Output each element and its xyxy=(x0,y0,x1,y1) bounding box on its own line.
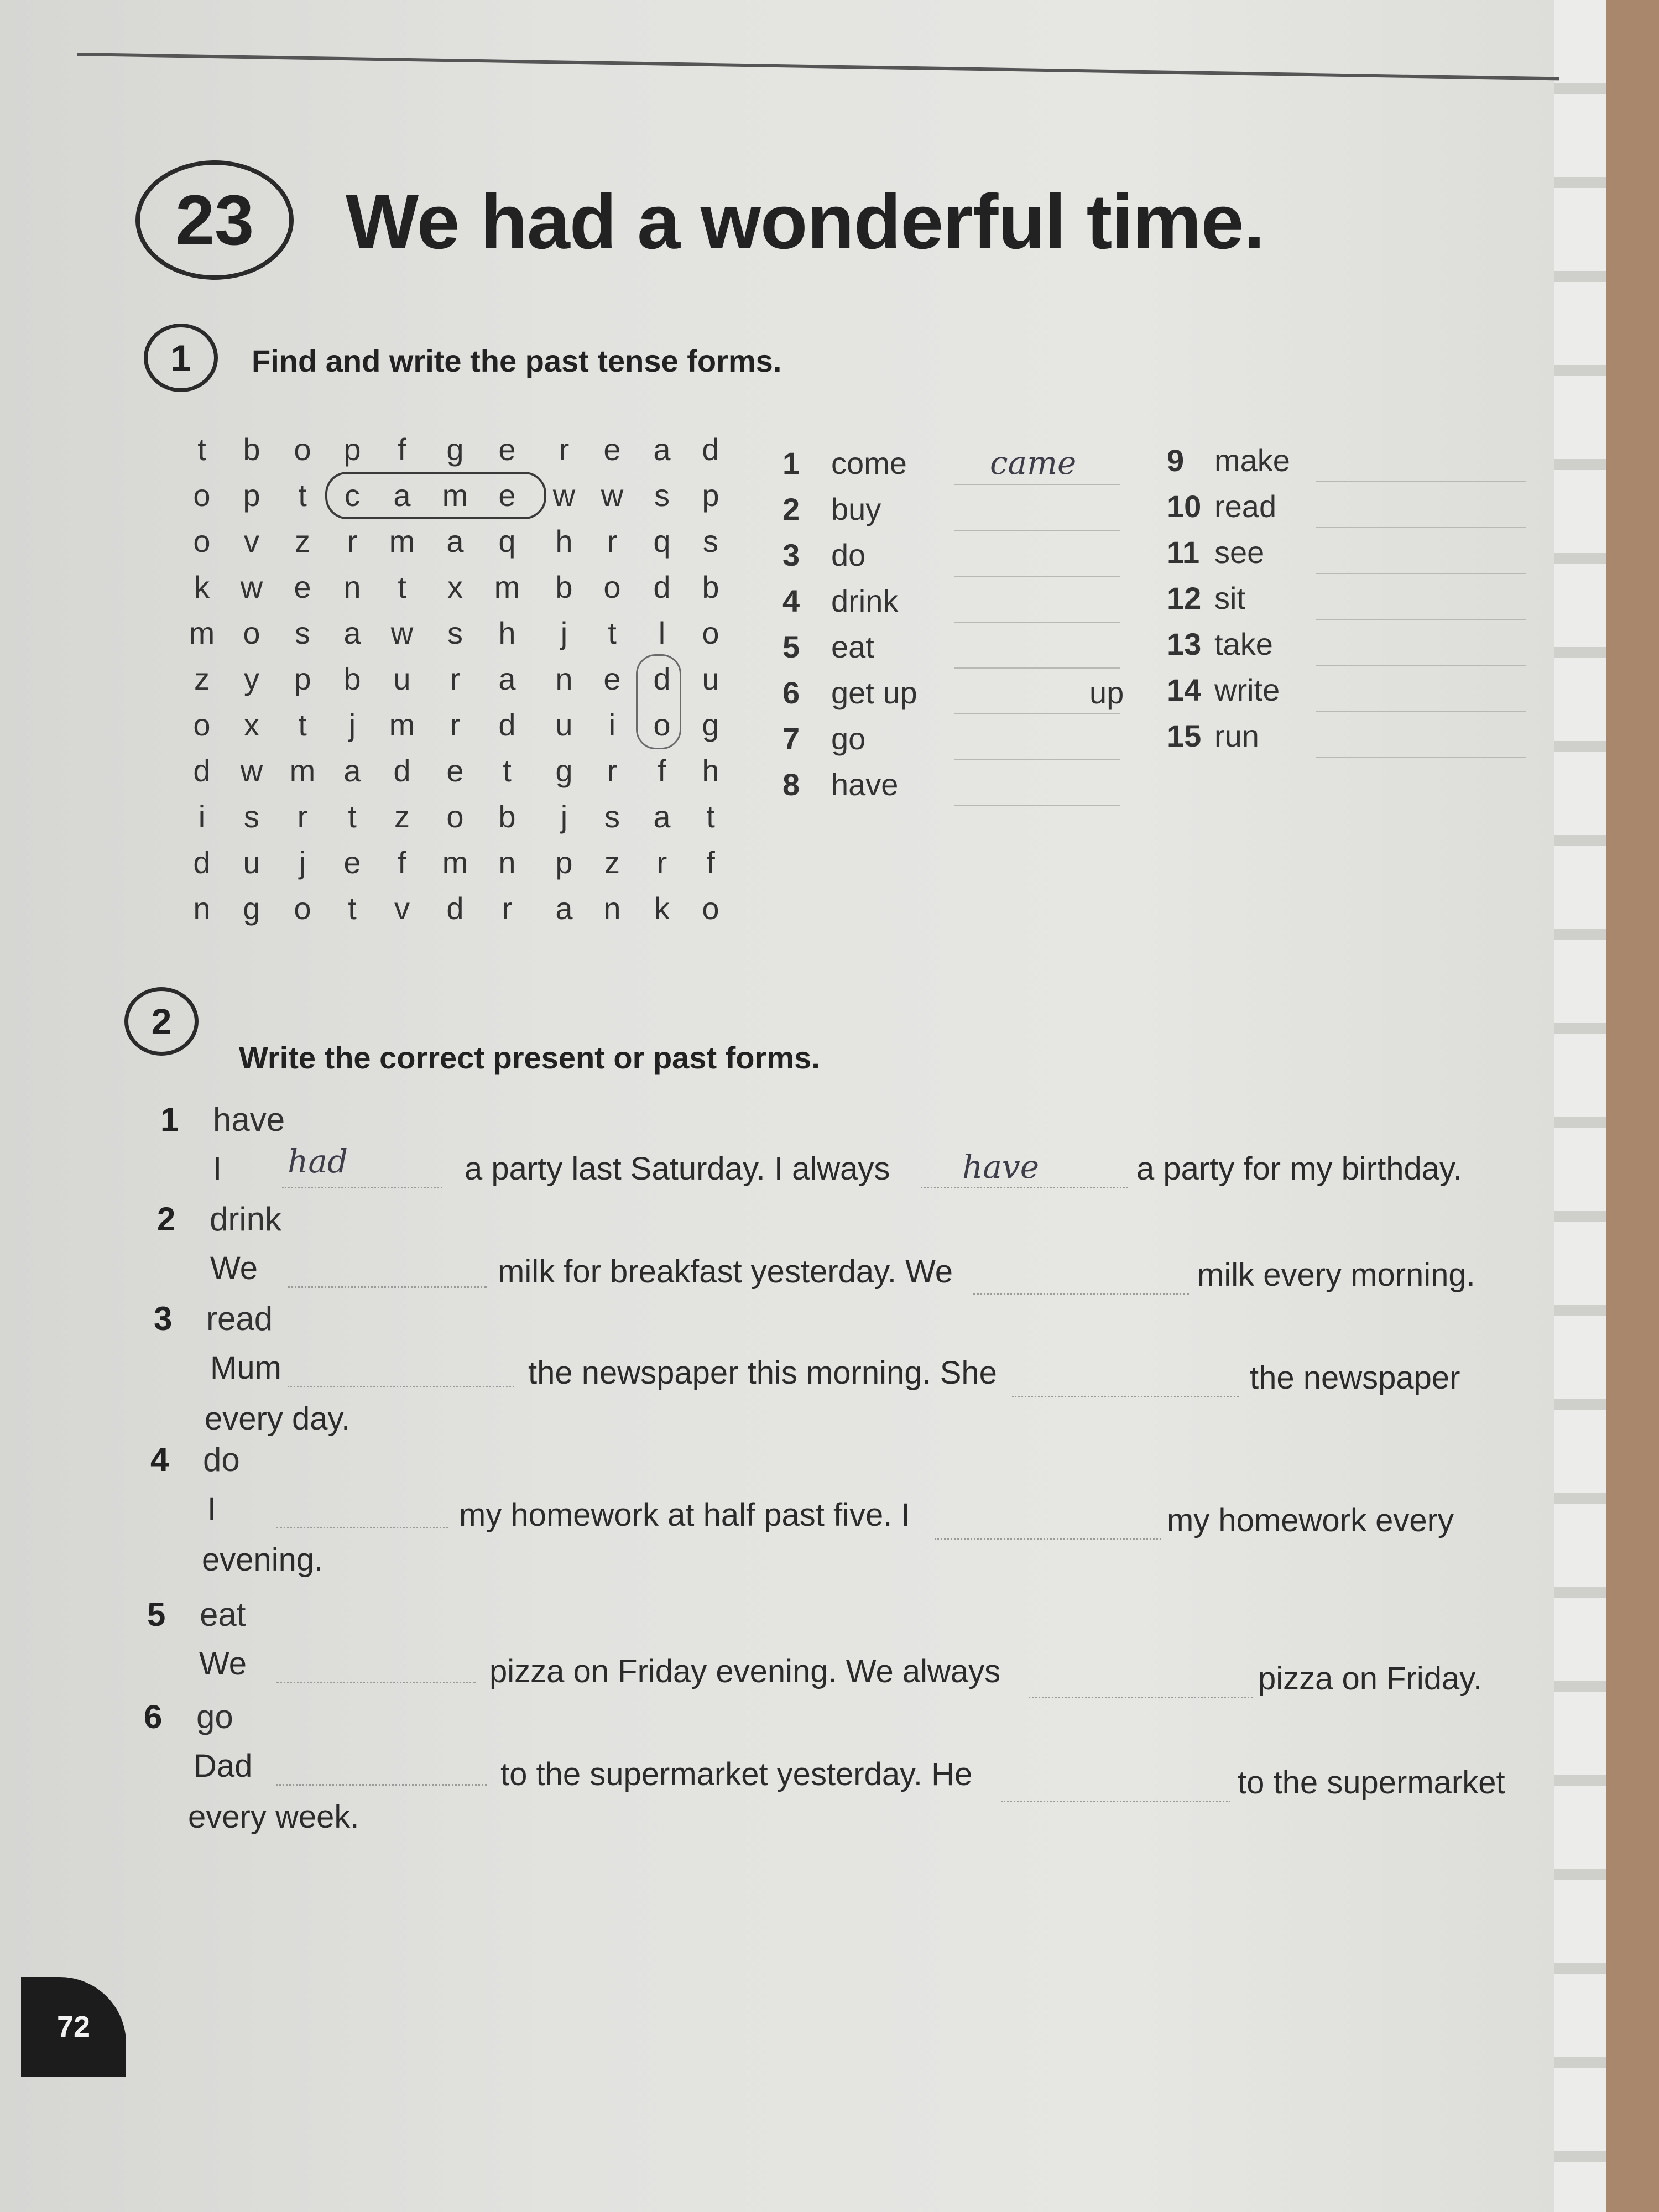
do-circle-mark xyxy=(636,654,681,749)
verb-item-right xyxy=(1167,626,1273,662)
word-search-letter: m xyxy=(289,753,316,788)
sentence-subject: We xyxy=(199,1646,247,1682)
sentence-subject: Mum xyxy=(210,1350,281,1386)
sentence-middle: milk for breakfast yesterday. We xyxy=(498,1254,953,1290)
word-search-letter: u xyxy=(555,707,573,742)
word-search-letter: x xyxy=(447,570,463,604)
verb-item-right xyxy=(1167,534,1264,570)
word-search-letter: t xyxy=(197,432,206,467)
word-search-letter: b xyxy=(498,799,516,834)
answer-line[interactable] xyxy=(954,530,1120,531)
word-search-letter: o xyxy=(193,478,211,513)
sentence-middle: a party last Saturday. I always xyxy=(465,1151,890,1187)
word-search-letter: j xyxy=(299,845,306,880)
word-search-letter: u xyxy=(393,661,411,696)
verb-number: 5 xyxy=(782,629,800,664)
sentence-middle: the newspaper this morning. She xyxy=(528,1355,997,1391)
word-search-letter: g xyxy=(446,432,464,467)
word-search-letter: o xyxy=(193,707,211,742)
sentence-end: the newspaper xyxy=(1250,1360,1460,1396)
sentence-continuation: every week. xyxy=(188,1799,359,1835)
word-search-letter: r xyxy=(607,524,618,559)
word-search-letter: d xyxy=(446,891,464,926)
question-number: 5 xyxy=(147,1596,166,1633)
word-search-letter: d xyxy=(498,707,516,742)
answer-line[interactable] xyxy=(954,576,1120,577)
word-search-letter: s xyxy=(447,615,463,650)
word-search-letter: e xyxy=(603,432,621,467)
word-search-letter: w xyxy=(240,753,263,788)
section-1-number: 1 xyxy=(144,324,218,392)
verb-item-right xyxy=(1167,580,1245,616)
sentence-end: pizza on Friday. xyxy=(1258,1661,1483,1697)
word-search-letter: m xyxy=(389,524,415,559)
top-rule xyxy=(77,53,1559,80)
word-search-letter: o xyxy=(243,615,260,650)
verb-item-left xyxy=(782,675,917,711)
verb-label: read xyxy=(1214,489,1277,524)
word-search-letter: y xyxy=(244,661,259,696)
word-search-letter: o xyxy=(702,615,719,650)
answer-blank-1[interactable] xyxy=(276,1527,448,1528)
word-search-letter: r xyxy=(450,661,461,696)
word-search-letter: t xyxy=(608,615,617,650)
word-search-letter: k xyxy=(194,570,210,604)
word-search-letter: b xyxy=(702,570,719,604)
verb-item-left xyxy=(782,766,898,802)
verb-number: 3 xyxy=(782,538,800,572)
question-verb: drink xyxy=(210,1201,282,1238)
word-search-letter: x xyxy=(244,707,259,742)
word-search-letter: a xyxy=(446,524,464,559)
word-search-letter: a xyxy=(555,891,573,926)
answer-line[interactable] xyxy=(1316,711,1526,712)
word-search-letter: w xyxy=(552,478,576,513)
answer-blank-1[interactable] xyxy=(276,1682,476,1683)
question-verb: read xyxy=(206,1300,273,1337)
verb-number: 12 xyxy=(1167,581,1202,615)
word-search-letter: n xyxy=(498,845,516,880)
word-search-letter: d xyxy=(653,661,671,696)
verb-item-right xyxy=(1167,718,1259,754)
verb-label: buy xyxy=(831,492,881,526)
sentence-middle: pizza on Friday evening. We always xyxy=(489,1653,1001,1689)
word-search-letter: u xyxy=(243,845,260,880)
verb-item-left xyxy=(782,721,865,757)
verb-label: sit xyxy=(1214,581,1245,615)
word-search-letter: z xyxy=(194,661,210,696)
verb-label: go xyxy=(831,721,866,756)
word-search-letter: o xyxy=(193,524,211,559)
word-search-letter: b xyxy=(343,661,361,696)
word-search-letter: m xyxy=(494,570,520,604)
word-search-letter: a xyxy=(343,753,361,788)
section-1-instruction: Find and write the past tense forms. xyxy=(252,343,782,378)
verb-label: drink xyxy=(831,583,899,618)
came-circle-mark xyxy=(325,472,546,519)
sentence-continuation: every day. xyxy=(205,1401,351,1437)
word-search-letter: d xyxy=(393,753,411,788)
word-search-letter: i xyxy=(608,707,616,742)
word-search-letter: z xyxy=(394,799,410,834)
word-search-letter: s xyxy=(654,478,670,513)
verb-number: 4 xyxy=(782,583,800,618)
question-number: 4 xyxy=(150,1441,169,1478)
word-search-letter: z xyxy=(604,845,620,880)
verb-number: 15 xyxy=(1167,718,1202,753)
answer-line[interactable] xyxy=(1316,665,1526,666)
page-number: 72 xyxy=(21,1977,126,2077)
word-search-letter: a xyxy=(393,478,411,513)
verb-number: 8 xyxy=(782,767,800,802)
word-search-letter: b xyxy=(555,570,573,604)
verb-number: 11 xyxy=(1167,535,1200,570)
verb-number: 13 xyxy=(1167,627,1202,661)
word-search-letter: k xyxy=(654,891,670,926)
word-search-letter: r xyxy=(450,707,461,742)
word-search-letter: n xyxy=(193,891,211,926)
sentence-end: to the supermarket xyxy=(1238,1765,1505,1801)
answer-blank-1[interactable] xyxy=(282,1187,442,1188)
verb-label: write xyxy=(1214,672,1280,707)
word-search-letter: l xyxy=(658,615,666,650)
question-number: 3 xyxy=(154,1300,173,1337)
word-search-letter: m xyxy=(442,478,468,513)
answer-line[interactable] xyxy=(1316,757,1526,758)
word-search-letter: v xyxy=(394,891,410,926)
word-search-letter: t xyxy=(298,478,307,513)
verb-label: eat xyxy=(831,629,874,664)
answer-line[interactable] xyxy=(954,622,1120,623)
word-search-letter: r xyxy=(347,524,358,559)
word-search-letter: v xyxy=(244,524,259,559)
word-search-letter: m xyxy=(189,615,215,650)
sentence-middle: to the supermarket yesterday. He xyxy=(500,1756,973,1792)
sentence-subject: We xyxy=(210,1250,258,1286)
verb-number: 2 xyxy=(782,492,800,526)
word-search-letter: d xyxy=(653,570,671,604)
word-search-letter: t xyxy=(706,799,715,834)
word-search-letter: w xyxy=(240,570,263,604)
word-search-letter: r xyxy=(297,799,308,834)
verb-label: make xyxy=(1214,443,1290,478)
word-search-letter: g xyxy=(555,753,573,788)
verb-number: 9 xyxy=(1167,443,1185,478)
word-search-letter: w xyxy=(390,615,414,650)
word-search-letter: g xyxy=(702,707,719,742)
answer-line[interactable] xyxy=(1316,573,1526,574)
sentence-subject: I xyxy=(213,1151,222,1187)
word-search-letter: h xyxy=(555,524,573,559)
word-search-letter: t xyxy=(348,799,357,834)
answer-line[interactable] xyxy=(1316,619,1526,620)
word-search-letter: n xyxy=(603,891,621,926)
word-search-letter: s xyxy=(604,799,620,834)
word-search-letter: f xyxy=(706,845,715,880)
verb-number: 1 xyxy=(782,446,800,481)
word-search-letter: a xyxy=(343,615,361,650)
answer-line[interactable] xyxy=(1316,527,1526,528)
verb-number: 7 xyxy=(782,721,800,756)
word-search-letter: p xyxy=(243,478,260,513)
word-search-letter: g xyxy=(243,891,260,926)
word-search-letter: n xyxy=(555,661,573,696)
answer-line[interactable] xyxy=(954,484,1120,485)
word-search-letter: h xyxy=(702,753,719,788)
word-search-letter: f xyxy=(398,432,406,467)
page-title: We had a wonderful time. xyxy=(346,178,1265,265)
answer-blank-1[interactable] xyxy=(288,1386,514,1387)
sentence-end: a party for my birthday. xyxy=(1136,1151,1462,1187)
handwritten-answer-1: had xyxy=(288,1142,348,1180)
question-number: 2 xyxy=(157,1201,176,1238)
answer-blank-2[interactable] xyxy=(1001,1801,1230,1802)
verb-item-left xyxy=(782,537,865,573)
page-edge-tabs xyxy=(1554,0,1606,2212)
verb-item-left xyxy=(782,583,898,619)
verb-label: take xyxy=(1214,627,1273,661)
verb-item-left xyxy=(782,491,881,527)
word-search-letter: n xyxy=(343,570,361,604)
verb-item-right xyxy=(1167,488,1276,524)
word-search-letter: e xyxy=(498,432,516,467)
verb-label: do xyxy=(831,538,866,572)
word-search-letter: h xyxy=(498,615,516,650)
answer-line[interactable] xyxy=(1316,481,1526,482)
handwritten-answer-2: have xyxy=(962,1148,1040,1186)
word-search-letter: b xyxy=(243,432,260,467)
section-2-instruction: Write the correct present or past forms. xyxy=(239,1040,820,1075)
verb-label: have xyxy=(831,767,899,802)
word-search-letter: m xyxy=(389,707,415,742)
word-search-letter: e xyxy=(498,478,516,513)
word-search-letter: s xyxy=(703,524,718,559)
verb-label: get up xyxy=(831,675,917,710)
answer-line[interactable] xyxy=(954,713,1120,714)
word-search-letter: j xyxy=(560,615,568,650)
word-search-letter: e xyxy=(294,570,311,604)
answer-blank-2[interactable] xyxy=(921,1187,1128,1188)
word-search-letter: o xyxy=(603,570,621,604)
answer-blank-2[interactable] xyxy=(1029,1697,1253,1698)
word-search-letter: i xyxy=(198,799,206,834)
word-search-letter: o xyxy=(294,891,311,926)
answer-line[interactable] xyxy=(954,759,1120,760)
answer-blank-1[interactable] xyxy=(288,1286,487,1288)
word-search-letter: a xyxy=(653,432,671,467)
word-search-letter: e xyxy=(603,661,621,696)
verb-item-right xyxy=(1167,442,1290,478)
word-search-letter: r xyxy=(559,432,570,467)
answer-blank-2[interactable] xyxy=(935,1538,1161,1540)
sentence-end: my homework every xyxy=(1167,1503,1454,1538)
question-verb: do xyxy=(203,1441,240,1478)
word-search-letter: e xyxy=(446,753,464,788)
answer-blank-2[interactable] xyxy=(973,1293,1189,1295)
word-search-letter: f xyxy=(658,753,666,788)
answer-blank-2[interactable] xyxy=(1012,1396,1239,1397)
sentence-end: milk every morning. xyxy=(1197,1257,1475,1293)
verb-item-right xyxy=(1167,672,1280,708)
sentence-middle: my homework at half past five. I xyxy=(459,1496,910,1533)
verb-item-left xyxy=(782,445,907,481)
word-search-letter: o xyxy=(446,799,464,834)
sentence-subject: I xyxy=(207,1491,217,1527)
question-verb: have xyxy=(213,1101,285,1138)
word-search-letter: e xyxy=(343,845,361,880)
sentence-subject: Dad xyxy=(194,1748,253,1784)
verb-label: come xyxy=(831,446,907,481)
word-search-letter: p xyxy=(555,845,573,880)
word-search-letter: o xyxy=(294,432,311,467)
word-search-letter: t xyxy=(298,707,307,742)
answer-line[interactable] xyxy=(954,805,1120,806)
word-search-letter: c xyxy=(345,478,360,513)
word-search-letter: o xyxy=(702,891,719,926)
question-verb: go xyxy=(196,1698,233,1735)
question-number: 6 xyxy=(144,1698,163,1735)
word-search-letter: r xyxy=(502,891,513,926)
word-search-letter: p xyxy=(702,478,719,513)
verb-number: 14 xyxy=(1167,672,1202,707)
word-search-letter: z xyxy=(295,524,310,559)
sentence-continuation: evening. xyxy=(202,1542,324,1578)
question-verb: eat xyxy=(200,1596,246,1633)
word-search-letter: p xyxy=(343,432,361,467)
verb-item-left xyxy=(782,629,874,665)
verb-label: run xyxy=(1214,718,1259,753)
word-search-letter: a xyxy=(653,799,671,834)
word-search-letter: d xyxy=(702,432,719,467)
word-search-letter: u xyxy=(702,661,719,696)
word-search-letter: o xyxy=(653,707,671,742)
word-search-letter: s xyxy=(295,615,310,650)
word-search-letter: f xyxy=(398,845,406,880)
handwritten-answer: came xyxy=(990,444,1077,482)
section-2-number: 2 xyxy=(124,987,199,1056)
word-search-letter: d xyxy=(193,845,211,880)
word-search-letter: p xyxy=(294,661,311,696)
verb-number: 10 xyxy=(1167,489,1202,524)
answer-line[interactable] xyxy=(954,667,1120,669)
answer-blank-1[interactable] xyxy=(276,1784,487,1786)
word-search-letter: a xyxy=(498,661,516,696)
word-search-letter: j xyxy=(348,707,356,742)
word-search-letter: q xyxy=(498,524,516,559)
question-number: 1 xyxy=(160,1101,179,1138)
verb-number: 6 xyxy=(782,675,800,710)
verb-label: see xyxy=(1214,535,1265,570)
word-search-letter: t xyxy=(348,891,357,926)
word-search-letter: m xyxy=(442,845,468,880)
printed-particle: up xyxy=(1089,675,1124,710)
word-search-letter: t xyxy=(503,753,512,788)
word-search-letter: t xyxy=(398,570,406,604)
word-search-letter: d xyxy=(193,753,211,788)
word-search-letter: s xyxy=(244,799,259,834)
unit-number: 23 xyxy=(135,160,294,280)
word-search-letter: q xyxy=(653,524,671,559)
word-search-letter: r xyxy=(607,753,618,788)
word-search-letter: w xyxy=(601,478,624,513)
word-search-letter: r xyxy=(656,845,667,880)
word-search-letter: j xyxy=(560,799,568,834)
